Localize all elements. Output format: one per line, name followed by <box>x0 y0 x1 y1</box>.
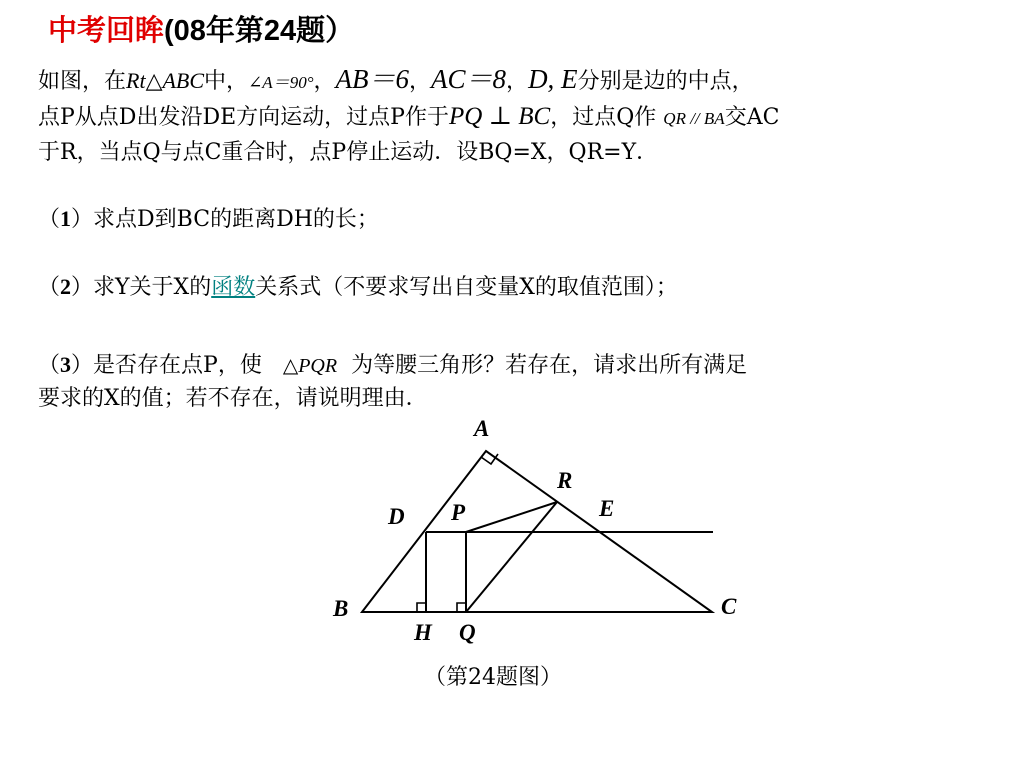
question-3-line-2: 要求的X的值；若不存在，请说明理由． <box>38 386 428 411</box>
ab-expression: AB＝6 <box>335 64 410 94</box>
title-rest: (08年第24题） <box>164 15 355 47</box>
ac-expression: AC＝8 <box>431 64 507 94</box>
triangle-name: Rt△ABC <box>126 68 205 93</box>
text: 交AC <box>724 105 780 130</box>
text: 中， <box>204 69 249 94</box>
label-q: Q <box>459 620 476 645</box>
right-angle-q <box>457 603 466 612</box>
text: ）求点D到BC的距离DH的长； <box>71 207 379 232</box>
text: （ <box>38 353 61 378</box>
label-p: P <box>451 500 466 525</box>
right-angle-h <box>417 603 426 612</box>
text: （ <box>38 207 61 232</box>
label-r: R <box>557 468 573 493</box>
question-number: 2 <box>60 274 72 299</box>
label-h: H <box>414 620 432 645</box>
qr-expression: QR // BA <box>663 109 725 128</box>
label-e: E <box>599 496 615 521</box>
text: 分别是边的中点， <box>577 69 754 94</box>
label-a: A <box>474 416 490 441</box>
segment-qr <box>466 502 557 612</box>
text: 为等腰三角形？若存在，请求出所有满足 <box>351 353 748 378</box>
function-link[interactable]: 函数 <box>211 275 256 300</box>
text: ， <box>506 69 529 94</box>
de-expression: D, E <box>528 64 578 94</box>
text: 关系式（不要求写出自变量X的取值范围）； <box>255 275 678 300</box>
label-d: D <box>388 504 405 529</box>
label-c: C <box>721 594 737 619</box>
question-number: 3 <box>60 352 72 377</box>
pq-expression: PQ ⊥ BC <box>448 103 551 130</box>
text: ）是否存在点P，使 <box>71 353 262 378</box>
label-b: B <box>333 596 349 621</box>
text: ）求Y关于X的 <box>71 275 212 300</box>
figure-caption: （第24题图） <box>424 665 562 690</box>
problem-line-3: 于R，当点Q与点C重合时，点P停止运动．设BQ=X，QR=Y． <box>38 140 659 165</box>
text: ，过点Q作 <box>550 105 657 130</box>
text: （ <box>38 275 61 300</box>
title-red-part: 中考回眸 <box>48 15 165 47</box>
text: ， <box>409 69 432 94</box>
text: ， <box>313 69 336 94</box>
angle-expression: ∠A＝90° <box>248 73 314 92</box>
question-number: 1 <box>60 206 72 231</box>
text: 如图，在 <box>38 69 127 94</box>
text: 点P从点D出发沿DE方向运动，过点P作于 <box>38 105 449 130</box>
triangle-pqr: △PQR <box>282 355 338 377</box>
